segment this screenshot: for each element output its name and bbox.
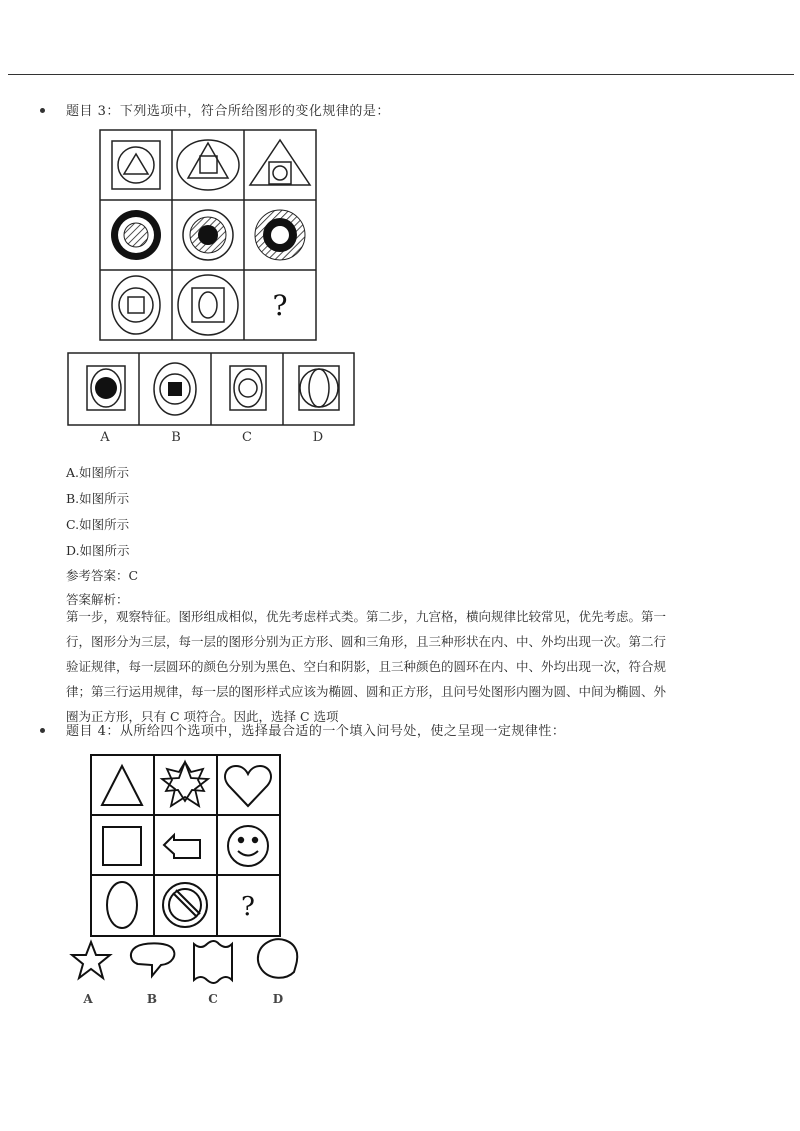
q3-cell-r1c2: [177, 140, 239, 190]
q3-option-d-shape: [299, 366, 339, 410]
q3-choice-d: D.如图所示: [66, 543, 130, 558]
q3-cell-r2c1: [111, 210, 161, 260]
q4-option-label-c: C: [208, 992, 218, 1006]
q4-question-mark: ?: [241, 892, 255, 922]
q3-answer: 参考答案：C: [66, 568, 139, 583]
q3-option-c-shape: [230, 366, 266, 410]
q4-prohibit-shape: [163, 883, 207, 927]
q3-options-figure: [67, 352, 367, 447]
q3-option-a-shape: [87, 366, 125, 410]
q4-option-label-d: D: [272, 992, 284, 1006]
q4-triangle-shape: [102, 766, 142, 805]
q3-analysis-line: 圈为正方形，只有 C 项符合。因此，选择 C 选项: [66, 709, 339, 724]
q4-matrix-figure: [66, 750, 306, 1030]
q3-cell-r3c1: [112, 276, 160, 334]
q3-analysis-line: 验证规律，每一层圆环的颜色分别为黑色、空白和阴影，且三种颜色的圆环在内、中、外均出现一次，符合规: [66, 659, 667, 674]
q4-option-d-round-bubble: [258, 939, 297, 977]
q3-cell-r1c3: [250, 140, 310, 185]
bullet-q4: [40, 728, 45, 733]
q3-option-b-shape: [154, 363, 196, 415]
q4-arrow-shape: [164, 835, 200, 858]
q4-heart-shape: [225, 766, 271, 806]
q3-cell-r1c1: [112, 141, 160, 189]
q3-choice-b: B.如图所示: [66, 491, 130, 506]
q3-analysis-line: 第一步，观察特征。图形组成相似，优先考虑样式类。第二步，九宫格，横向规律比较常见，优先考虑。第一: [66, 609, 667, 624]
q3-analysis: [66, 604, 780, 729]
q3-analysis-line: 行，图形分为三层，每一层的图形分别为正方形、圆和三角形，且三种形状在内、中、外均出现一次。第二行: [66, 634, 667, 649]
q3-option-label-d: D: [312, 430, 324, 445]
q3-cell-r3c2: [178, 275, 238, 335]
q3-cell-r3c3-question-mark: ?: [272, 289, 288, 322]
q4-ellipse-shape: [107, 882, 137, 928]
q4-option-a-star: [72, 942, 110, 978]
q4-smiley-shape: [228, 826, 268, 866]
q3-title: 题目 3：下列选项中，符合所给图形的变化规律的是：: [66, 104, 390, 119]
top-rule: [8, 74, 794, 75]
bullet-q3: [40, 108, 45, 113]
q3-analysis-line: 律；第三行运用规律，每一层的图形样式应该为椭圆、圆和正方形，且问号处图形内圈为圆、中间为椭圆、外: [66, 684, 667, 699]
q3-option-label-b: B: [171, 430, 181, 445]
q4-title: 题目 4：从所给四个选项中，选择最合适的一个填入问号处，使之呈现一定规律性：: [66, 724, 566, 739]
q4-option-label-a: A: [83, 992, 93, 1006]
q4-option-c-wavy-banner: [194, 941, 232, 983]
q3-cell-r2c2: [183, 210, 233, 260]
q3-matrix-figure: [100, 130, 320, 345]
q3-option-label-a: A: [100, 430, 110, 445]
q4-option-b-speech-bubble: [131, 943, 174, 976]
q4-star-shape: [162, 762, 208, 806]
q3-cell-r2c3: [255, 210, 305, 260]
q4-square-shape: [103, 827, 141, 865]
q3-analysis-title: 答案解析：: [66, 592, 129, 607]
q3-choice-a: A.如图所示: [66, 465, 130, 480]
q3-choice-c: C.如图所示: [66, 517, 130, 532]
q3-option-label-c: C: [242, 430, 252, 445]
q4-option-label-b: B: [146, 992, 158, 1006]
